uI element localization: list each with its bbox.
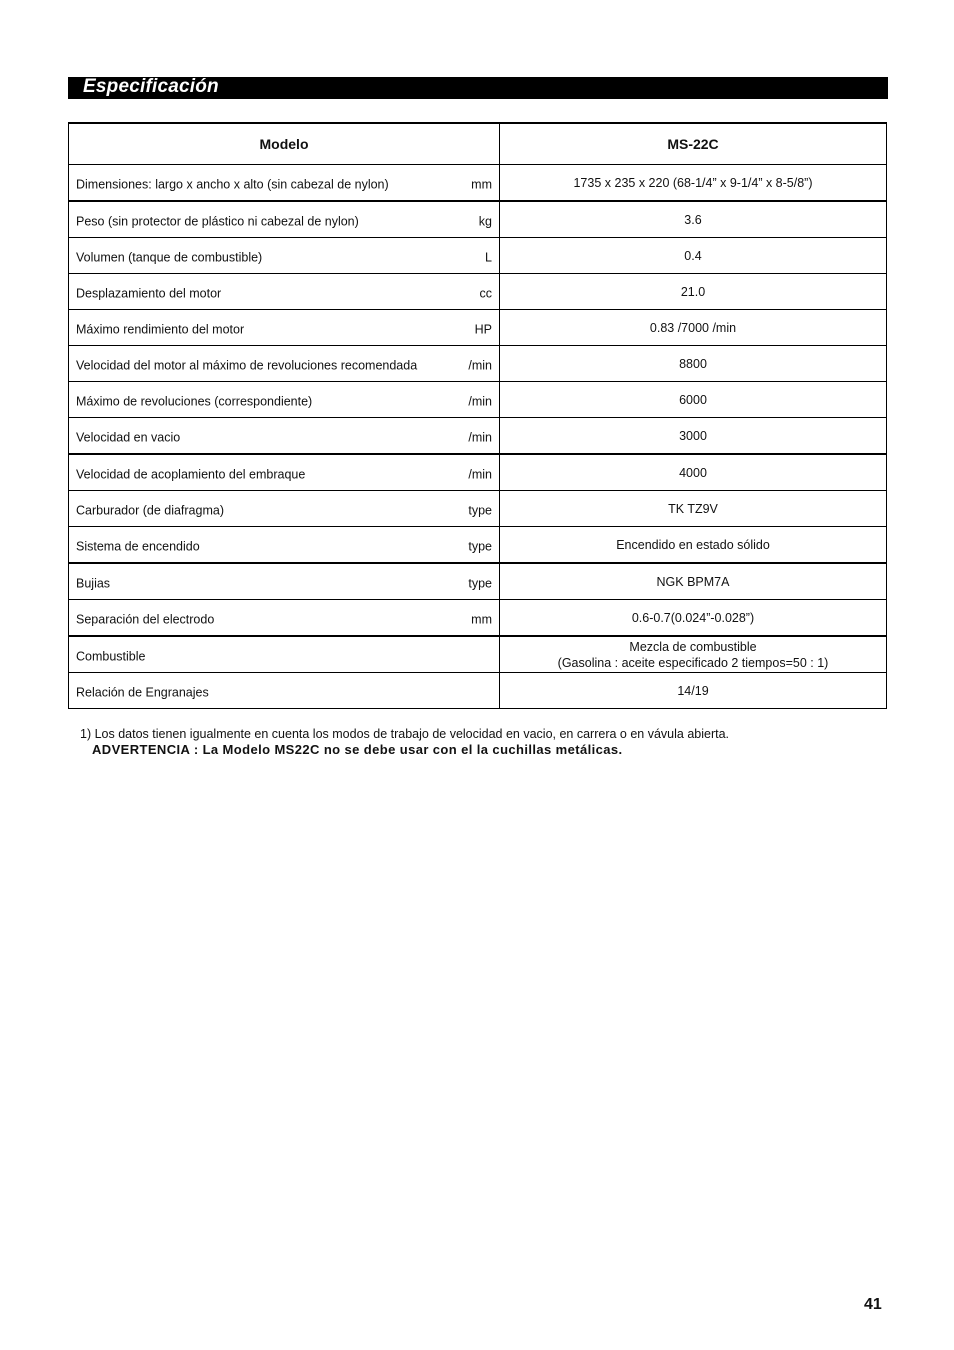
spec-unit: /min xyxy=(468,393,492,408)
spec-label: Volumen (tanque de combustible) xyxy=(76,249,263,264)
spec-label: Máximo rendimiento del motor xyxy=(76,321,245,336)
spec-value: 0.6-0.7(0.024”-0.028”) xyxy=(500,600,887,637)
spec-unit: HP xyxy=(474,321,492,336)
spec-value: 8800 xyxy=(500,346,887,382)
spec-unit: type xyxy=(468,575,492,590)
table-row xyxy=(69,346,887,382)
spec-unit: cc xyxy=(479,285,492,300)
spec-value: 1735 x 235 x 220 (68-1/4” x 9-1/4” x 8-5/8”) xyxy=(500,165,887,202)
spec-label: Máximo de revoluciones (correspondiente) xyxy=(76,393,313,408)
spec-label: Relación de Engranajes xyxy=(76,684,209,699)
table-row xyxy=(69,636,887,673)
spec-label: Sistema de encendido xyxy=(76,538,200,553)
spec-unit: /min xyxy=(468,466,492,481)
spec-label: Combustible xyxy=(76,648,146,663)
spec-value-line: Mezcla de combustible xyxy=(629,639,757,654)
spec-value: Encendido en estado sólido xyxy=(500,527,887,564)
table-row xyxy=(69,274,887,310)
spec-label: Separación del electrodo xyxy=(76,611,215,626)
spec-value: 3.6 xyxy=(500,201,887,238)
header-model-label: Modelo xyxy=(69,123,500,165)
spec-label: Velocidad del motor al máximo de revoluciones recomendada xyxy=(76,357,418,372)
spec-value: 0.83 /7000 /min xyxy=(500,310,887,346)
warning-text: ADVERTENCIA : La Modelo MS22C no se debe usar con el la cuchillas metálicas. xyxy=(92,742,623,757)
spec-label: Velocidad en vacio xyxy=(76,429,181,444)
spec-value: 3000 xyxy=(500,418,887,455)
spec-value: TK TZ9V xyxy=(500,491,887,527)
spec-label: Dimensiones: largo x ancho x alto (sin cabezal de nylon) xyxy=(76,176,389,191)
table-row xyxy=(69,454,887,491)
spec-label: Carburador (de diafragma) xyxy=(76,502,224,517)
header-model-value: MS-22C xyxy=(500,123,887,165)
table-row xyxy=(69,238,887,274)
table-header-row xyxy=(69,123,887,165)
spec-value: 6000 xyxy=(500,382,887,418)
spec-unit: type xyxy=(468,502,492,517)
spec-value: 14/19 xyxy=(500,673,887,709)
spec-value: 0.4 xyxy=(500,238,887,274)
spec-label: Velocidad de acoplamiento del embraque xyxy=(76,466,306,481)
spec-unit: mm xyxy=(471,176,492,191)
table-row xyxy=(69,165,887,202)
table-row xyxy=(69,418,887,455)
spec-value: 21.0 xyxy=(500,274,887,310)
table-row xyxy=(69,310,887,346)
table-row xyxy=(69,563,887,600)
spec-unit: L xyxy=(485,249,492,264)
section-title-bar xyxy=(68,77,888,99)
spec-unit: mm xyxy=(471,611,492,626)
page-number: 41 xyxy=(864,1296,882,1313)
specification-table xyxy=(68,122,887,709)
spec-value: NGK BPM7A xyxy=(500,563,887,600)
spec-unit: /min xyxy=(468,357,492,372)
table-row xyxy=(69,201,887,238)
spec-value xyxy=(500,636,887,673)
table-row xyxy=(69,673,887,709)
spec-value: 4000 xyxy=(500,454,887,491)
table-row xyxy=(69,527,887,564)
footnote: 1) Los datos tienen igualmente en cuenta los modos de trabajo de velocidad en vacio, en carrera o en vávula abierta. xyxy=(80,727,730,741)
section-title: Especificación xyxy=(83,76,219,97)
table-row xyxy=(69,600,887,637)
spec-label: Desplazamiento del motor xyxy=(76,285,222,300)
spec-unit: /min xyxy=(468,429,492,444)
spec-label: Bujias xyxy=(76,575,111,590)
table-row xyxy=(69,491,887,527)
spec-unit: kg xyxy=(478,213,492,228)
spec-value-line: (Gasolina : aceite especificado 2 tiempos=50 : 1) xyxy=(557,655,829,670)
spec-label: Peso (sin protector de plástico ni cabezal de nylon) xyxy=(76,213,359,228)
spec-unit: type xyxy=(468,538,492,553)
table-row xyxy=(69,382,887,418)
